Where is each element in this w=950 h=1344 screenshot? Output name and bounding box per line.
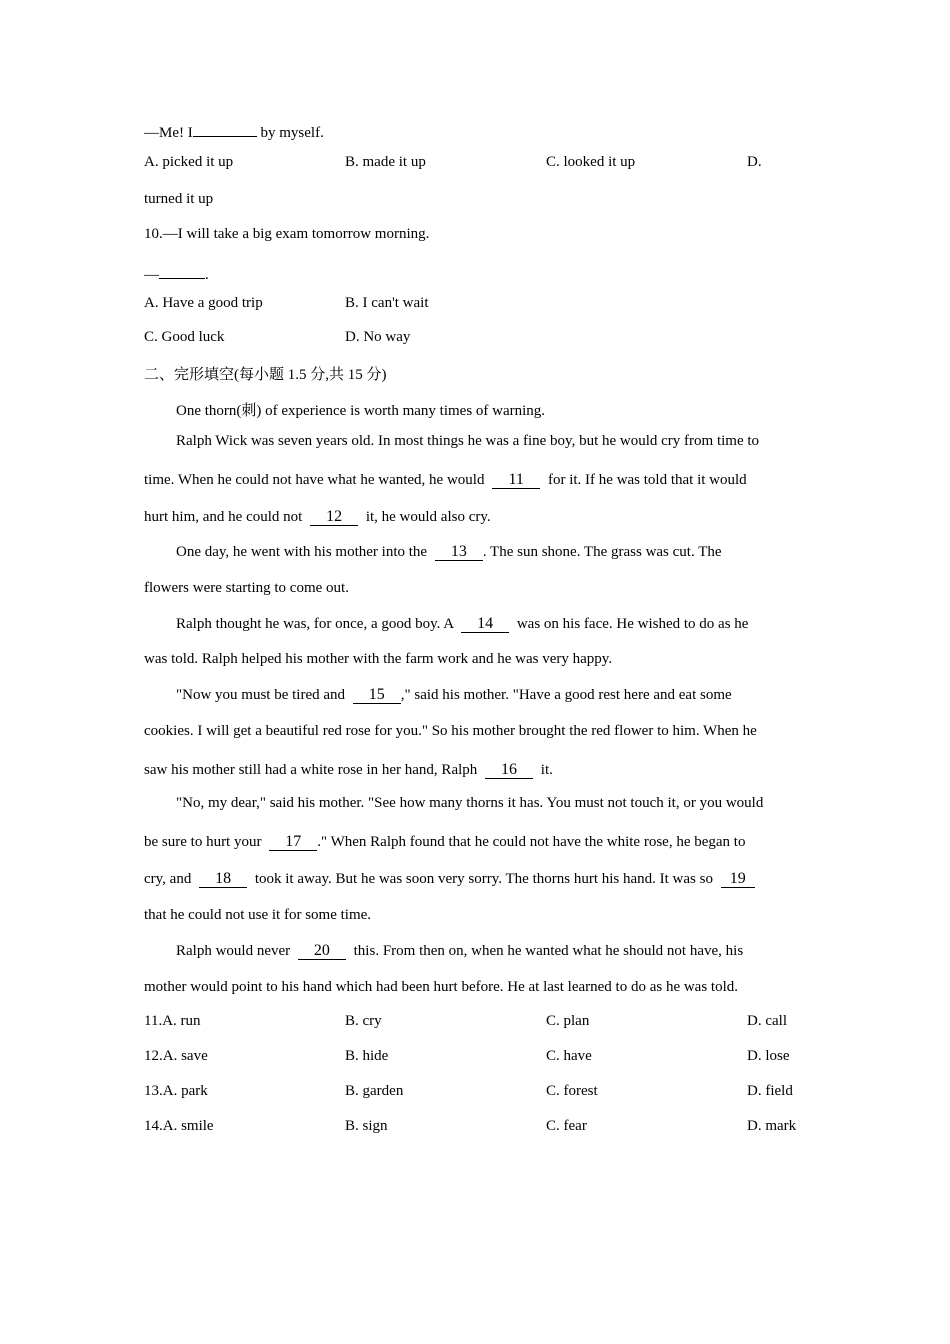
passage-line: "Now you must be tired and 15 ," said his mother. "Have a good rest here and eat some [176, 686, 732, 703]
answer-option: B. sign [345, 1118, 388, 1134]
passage-line: was told. Ralph helped his mother with the farm work and he was very happy. [144, 651, 613, 667]
passage-line: be sure to hurt your 17 ." When Ralph found that he could not have the white rose, he began to [144, 833, 746, 850]
answer-option: C. have [546, 1048, 592, 1064]
answer-option: C. plan [546, 1013, 590, 1029]
blank-12: 12 [310, 508, 358, 526]
passage-line: mother would point to his hand which had been hurt before. He at last learned to do as he was told. [144, 979, 739, 995]
blank-18: 18 [199, 870, 247, 888]
passage-line: cookies. I will get a beautiful red rose for you." So his mother brought the red flower to him. When he [144, 723, 757, 739]
q10-blank [159, 261, 205, 279]
passage-line: flowers were starting to come out. [144, 580, 349, 596]
q9-option-d-wrap: turned it up [144, 191, 214, 207]
q10-option-b: B. I can't wait [345, 295, 429, 311]
answer-option: D. mark [747, 1118, 797, 1134]
answer-option: 11.A. run [144, 1013, 201, 1029]
blank-20: 20 [298, 942, 346, 960]
answer-option: B. cry [345, 1013, 382, 1029]
passage-line: Ralph would never 20 this. From then on, when he wanted what he should not have, his [176, 942, 744, 959]
passage-line: hurt him, and he could not 12 it, he would also cry. [144, 508, 491, 525]
q9-option-a: A. picked it up [144, 154, 234, 170]
q9-option-d: D. [747, 154, 762, 170]
answer-option: D. lose [747, 1048, 790, 1064]
answer-option: D. call [747, 1013, 787, 1029]
answer-option: C. fear [546, 1118, 587, 1134]
passage-line: Ralph thought he was, for once, a good boy. A 14 was on his face. He wished to do as he [176, 615, 749, 632]
passage-line: One day, he went with his mother into the 13 . The sun shone. The grass was cut. The [176, 543, 722, 560]
answer-option: D. field [747, 1083, 793, 1099]
q9-blank [193, 119, 257, 137]
passage-line: "No, my dear," said his mother. "See how many thorns it has. You must not touch it, or you would [176, 795, 764, 811]
answer-option: B. hide [345, 1048, 389, 1064]
q9-option-b: B. made it up [345, 154, 426, 170]
passage-line: cry, and 18 took it away. But he was soon very sorry. The thorns hurt his hand. It was so 19 [144, 870, 755, 888]
blank-17: 17 [269, 833, 317, 851]
blank-11: 11 [492, 471, 540, 489]
q10-response: — . [144, 261, 209, 284]
passage-line: Ralph Wick was seven years old. In most things he was a fine boy, but he would cry from time to [176, 433, 760, 449]
q9-response: —Me! I by myself. [144, 119, 324, 142]
passage-line: that he could not use it for some time. [144, 907, 372, 923]
answer-option: 13.A. park [144, 1083, 208, 1099]
passage-title: One thorn(刺) of experience is worth many times of warning. [176, 403, 546, 419]
answer-option: 14.A. smile [144, 1118, 214, 1134]
passage-line: saw his mother still had a white rose in her hand, Ralph 16 it. [144, 761, 553, 778]
q10-option-d: D. No way [345, 329, 411, 345]
q10-stem: 10.—I will take a big exam tomorrow morning. [144, 226, 430, 242]
answer-option: 12.A. save [144, 1048, 208, 1064]
q10-option-c: C. Good luck [144, 329, 225, 345]
blank-14: 14 [461, 615, 509, 633]
q9-option-c: C. looked it up [546, 154, 636, 170]
blank-13: 13 [435, 543, 483, 561]
q10-option-a: A. Have a good trip [144, 295, 263, 311]
passage-line: time. When he could not have what he wanted, he would 11 for it. If he was told that it would [144, 471, 747, 488]
blank-16: 16 [485, 761, 533, 779]
blank-19: 19 [721, 870, 755, 888]
answer-option: B. garden [345, 1083, 404, 1099]
blank-15: 15 [353, 686, 401, 704]
answer-option: C. forest [546, 1083, 598, 1099]
section-heading: 二、完形填空(每小题 1.5 分,共 15 分) [144, 367, 387, 383]
